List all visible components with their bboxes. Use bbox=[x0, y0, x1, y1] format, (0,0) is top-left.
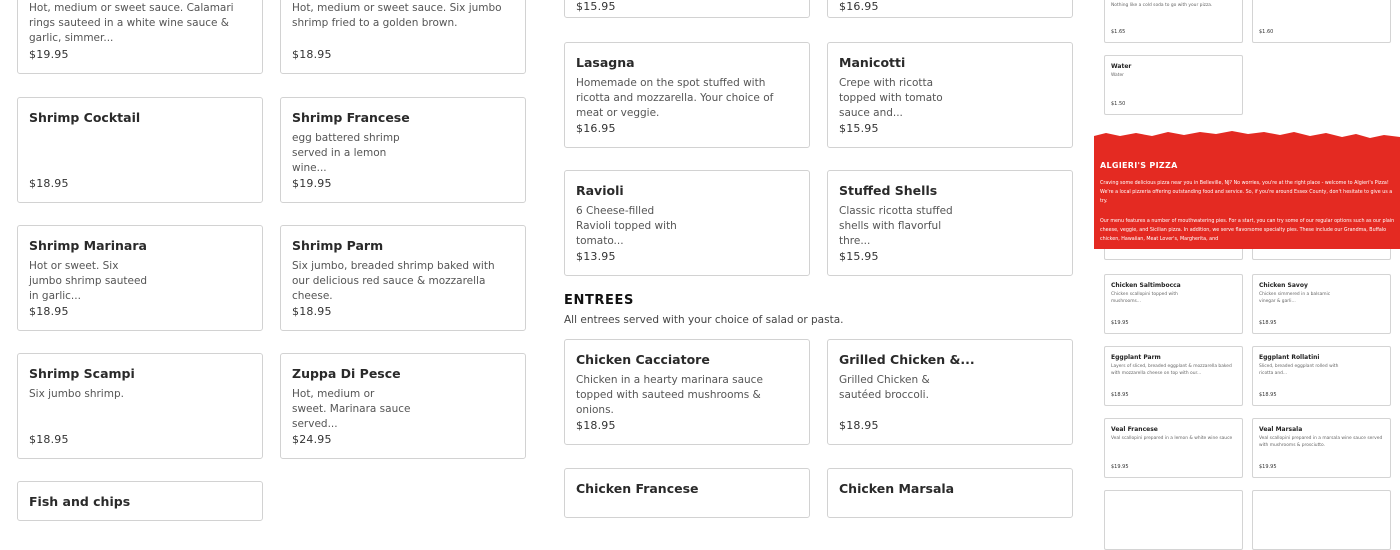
preview-eggplant-rollatini[interactable] bbox=[1252, 346, 1391, 406]
item-price: $19.95 bbox=[1111, 320, 1129, 326]
item-name: Grilled Chicken &... bbox=[839, 352, 975, 367]
item-description: Grilled Chicken & sautéed broccoli. bbox=[839, 374, 930, 401]
item-description: Crepe with ricotta topped with tomato sauce and... bbox=[839, 77, 943, 119]
item-name: Shrimp Francese bbox=[292, 110, 410, 125]
preview-chicken-saltimbocca[interactable] bbox=[1104, 274, 1243, 334]
item-price: $24.95 bbox=[292, 433, 332, 446]
section-description-entrees: All entrees served with your choice of salad or pasta. bbox=[564, 314, 844, 326]
item-description: Hot or sweet. Six jumbo shrimp sauteed in garlic... bbox=[29, 260, 148, 302]
item-price: $15.95 bbox=[576, 0, 616, 13]
item-description: Chicken in a hearty marinara sauce topped with sauteed mushrooms & onions. bbox=[576, 374, 763, 416]
item-price: $1.60 bbox=[1259, 29, 1274, 35]
item-name: Chicken Cacciatore bbox=[576, 352, 710, 367]
menu-item-shrimp-francese[interactable] bbox=[280, 97, 526, 203]
menu-item-stuffed-shells[interactable] bbox=[827, 170, 1073, 276]
menu-item-chicken-francese[interactable] bbox=[564, 468, 810, 518]
item-price: $18.95 bbox=[29, 433, 69, 446]
item-name: Zuppa Di Pesce bbox=[292, 366, 401, 381]
item-price: $16.95 bbox=[839, 0, 879, 13]
menu-item-ravioli[interactable] bbox=[564, 170, 810, 276]
item-description: Layers of sliced, breaded eggplant & mozzarella baked with mozzarella cheese on top with our... bbox=[1111, 364, 1232, 376]
item-price: $15.95 bbox=[839, 250, 879, 263]
item-name: Manicotti bbox=[839, 55, 906, 70]
item-description: egg battered shrimp served in a lemon wine... bbox=[292, 132, 400, 174]
menu-item-shrimp-parm[interactable] bbox=[280, 225, 526, 331]
banner-paragraph-2: Our menu features a number of mouthwatering pies. For a start, you can try some of our regular options such as our plain cheese, veggie, and Sicilian pizza. In addition, we serve flavorsome specialty pies. These include our Grandma, Buffalo chicken, Hawaiian, Meat Lover's, Margherita, and bbox=[1100, 219, 1395, 242]
item-name: Chicken Marsala bbox=[839, 481, 955, 496]
item-name: Veal Marsala bbox=[1259, 426, 1303, 433]
item-name: Shrimp Scampi bbox=[29, 366, 135, 381]
item-name: Chicken Savoy bbox=[1259, 282, 1308, 289]
preview-card-bottom-2[interactable] bbox=[1252, 490, 1391, 550]
preview-drink-soda[interactable] bbox=[1104, 0, 1243, 43]
preview-drink-2[interactable] bbox=[1252, 0, 1391, 43]
menu-item-pasta-top-left[interactable] bbox=[564, 0, 810, 18]
item-description: Veal scallopini prepared in a lemon & white wine sauce bbox=[1111, 436, 1233, 441]
preview-chicken-savoy[interactable] bbox=[1252, 274, 1391, 334]
preview-eggplant-parm[interactable] bbox=[1104, 346, 1243, 406]
item-price: $18.95 bbox=[1259, 320, 1277, 326]
item-description: Veal scallopini prepared in a marsala wine sauce served with mushrooms & prosciutto. bbox=[1259, 436, 1383, 448]
menu-item-calamari[interactable] bbox=[17, 0, 263, 74]
menu-item-chicken-marsala[interactable] bbox=[827, 468, 1073, 518]
torn-edge-decoration bbox=[1094, 128, 1400, 144]
menu-item-chicken-cacciatore[interactable] bbox=[564, 339, 810, 445]
item-price: $19.95 bbox=[292, 177, 332, 190]
item-price: $19.95 bbox=[1111, 464, 1129, 470]
banner-title: ALGIERI'S PIZZA bbox=[1100, 161, 1178, 170]
item-price: $18.95 bbox=[576, 419, 616, 432]
item-description: Hot, medium or sweet sauce. Calamari rings sauteed in a white wine sauce & garlic, simmer... bbox=[29, 2, 234, 44]
item-price: $1.50 bbox=[1111, 101, 1126, 107]
item-price: $18.95 bbox=[1259, 392, 1277, 398]
item-description: Homemade on the spot stuffed with ricotta and mozzarella. Your choice of meat or veggie. bbox=[576, 77, 774, 119]
item-description: Six jumbo, breaded shrimp baked with our delicious red sauce & mozzarella cheese. bbox=[292, 260, 495, 302]
section-title-entrees: ENTREES bbox=[564, 293, 634, 308]
about-banner bbox=[1094, 128, 1400, 249]
item-description: Hot, medium or sweet. Marinara sauce served... bbox=[292, 388, 411, 430]
item-name: Shrimp Marinara bbox=[29, 238, 147, 253]
preview-drink-water[interactable] bbox=[1104, 55, 1243, 115]
preview-card-bottom-1[interactable] bbox=[1104, 490, 1243, 550]
item-name: Chicken Francese bbox=[576, 481, 699, 496]
item-price: $19.95 bbox=[1259, 464, 1277, 470]
banner-paragraph-1: Craving some delicious pizza near you in Belleville, NJ? No worries, you're at the right place - welcome to Algieri's Pizza! We're a local pizzeria offering outstanding food and service. So, if you're around Essex County, don't hesitate to give us a try. bbox=[1100, 181, 1393, 204]
item-description: Chicken simmered in a balsamic vinegar & garli... bbox=[1259, 292, 1331, 304]
item-description: Six jumbo shrimp. bbox=[29, 388, 124, 400]
item-price: $1.65 bbox=[1111, 29, 1126, 35]
item-name: Ravioli bbox=[576, 183, 624, 198]
menu-item-fish-and-chips[interactable] bbox=[17, 481, 263, 521]
item-name: Shrimp Parm bbox=[292, 238, 384, 253]
item-description: Sliced, breaded eggplant rolled with ricotta and... bbox=[1259, 364, 1339, 376]
menu-item-shrimp-marinara[interactable] bbox=[17, 225, 263, 331]
menu-item-shrimp-cocktail[interactable] bbox=[17, 97, 263, 203]
item-name: Veal Francese bbox=[1111, 426, 1158, 433]
item-name: Eggplant Rollatini bbox=[1259, 354, 1320, 361]
item-description: Chicken scallopini topped with mushrooms... bbox=[1111, 292, 1178, 304]
item-price: $18.95 bbox=[1111, 392, 1129, 398]
item-name: Shrimp Cocktail bbox=[29, 110, 141, 125]
item-price: $18.95 bbox=[292, 305, 332, 318]
menu-item-pasta-top-right[interactable] bbox=[827, 0, 1073, 18]
item-price: $18.95 bbox=[29, 305, 69, 318]
item-name: Lasagna bbox=[576, 55, 635, 70]
item-name: Eggplant Parm bbox=[1111, 354, 1161, 361]
item-price: $18.95 bbox=[29, 177, 69, 190]
item-price: $18.95 bbox=[839, 419, 879, 432]
item-description: Hot, medium or sweet sauce. Six jumbo shrimp fried to a golden brown. bbox=[292, 2, 502, 29]
menu-item-zuppa-di-pesce[interactable] bbox=[280, 353, 526, 459]
item-description: 6 Cheese-filled Ravioli topped with tomato... bbox=[576, 205, 677, 247]
item-price: $19.95 bbox=[29, 48, 69, 61]
item-price: $13.95 bbox=[576, 250, 616, 263]
item-name: Water bbox=[1111, 63, 1132, 70]
menu-item-fried-shrimp[interactable] bbox=[280, 0, 526, 74]
item-price: $16.95 bbox=[576, 122, 616, 135]
item-price: $18.95 bbox=[292, 48, 332, 61]
menu-item-grilled-chicken[interactable] bbox=[827, 339, 1073, 445]
item-description: Classic ricotta stuffed shells with flavorful thre... bbox=[839, 205, 953, 247]
menu-item-manicotti[interactable] bbox=[827, 42, 1073, 148]
item-name: Stuffed Shells bbox=[839, 183, 938, 198]
item-description: Nothing like a cold soda to go with your pizza. bbox=[1111, 3, 1213, 8]
menu-item-shrimp-scampi[interactable] bbox=[17, 353, 263, 459]
preview-veal-francese[interactable] bbox=[1104, 418, 1243, 478]
item-name: Chicken Saltimbocca bbox=[1111, 282, 1181, 289]
item-name: Fish and chips bbox=[29, 494, 131, 509]
preview-veal-marsala[interactable] bbox=[1252, 418, 1391, 478]
item-price: $15.95 bbox=[839, 122, 879, 135]
menu-item-lasagna[interactable] bbox=[564, 42, 810, 148]
item-description: Water bbox=[1111, 73, 1124, 78]
